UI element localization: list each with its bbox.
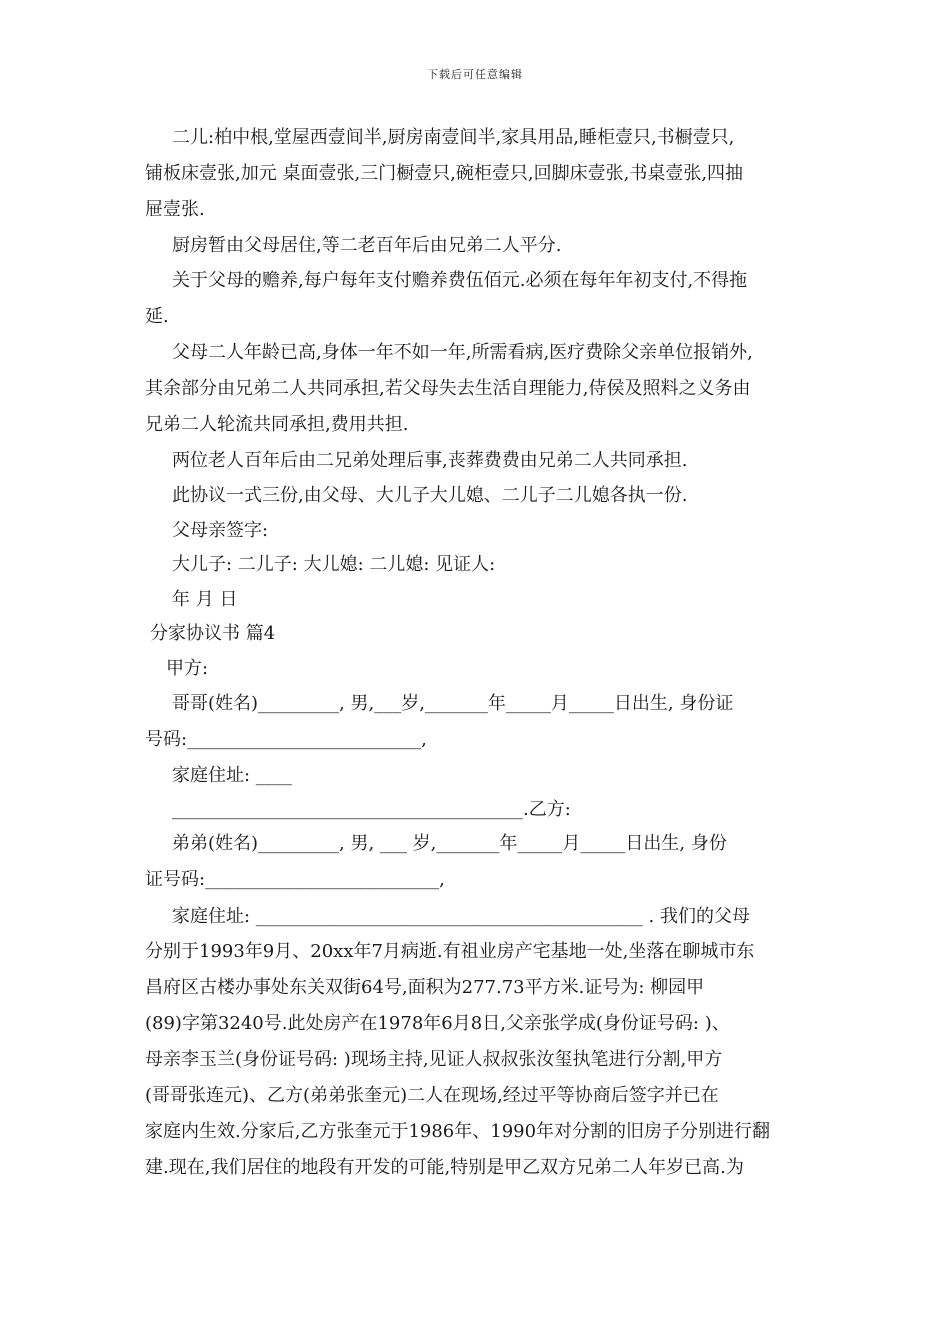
body-line: 此协议一式三份,由父母、大儿子大儿媳、二儿子二儿媳各执一份.: [172, 485, 688, 506]
body-line: (89)字第3240号.此处房产在1978年6月8日,父亲张学成(身份证号码: )、: [145, 1013, 730, 1034]
party-a-id: 号码:__________________________,: [145, 729, 427, 750]
body-line: 建.现在,我们居住的地段有开发的可能,特别是甲乙双方兄弟二人年岁已高.为: [145, 1157, 744, 1178]
body-line: 母亲李玉兰(身份证号码: )现场主持,见证人叔叔张汝玺执笔进行分割,甲方: [145, 1049, 723, 1070]
body-line: 厨房暂由父母居住,等二老百年后由兄弟二人平分.: [172, 235, 562, 256]
body-line: (哥哥张连元)、乙方(弟弟张奎元)二人在现场,经过平等协商后签字并已在: [145, 1085, 719, 1106]
body-line: 昌府区古楼办事处东关双街64号,面积为277.73平方米.证号为: 柳园甲: [145, 977, 705, 998]
body-line: 关于父母的赡养,每户每年支付赡养费伍佰元.必须在每年年初支付,不得拖: [172, 270, 748, 291]
party-b-name: 弟弟(姓名)_________, 男, ___ 岁,_______年_____月_____日出生, 身份: [172, 833, 727, 854]
party-b-id: 证号码:__________________________,: [145, 869, 445, 890]
party-b-address: 家庭住址: ___________________________________________ . 我们的父母: [172, 906, 750, 927]
signature-parents: 父母亲签字:: [172, 520, 269, 541]
party-a-label: 甲方:: [166, 658, 209, 679]
body-line: 父母二人年龄已高,身体一年不如一年,所需看病,医疗费除父亲单位报销外,: [172, 342, 753, 363]
section-title: 分家协议书 篇4: [150, 623, 276, 644]
party-a-address: 家庭住址: ____: [172, 765, 292, 786]
body-line: 延.: [145, 306, 169, 327]
body-line: 铺板床壹张,加元 桌面壹张,三门橱壹只,碗柜壹只,回脚床壹张,书桌壹张,四抽: [145, 163, 744, 184]
body-line: 两位老人百年后由二兄弟处理后事,丧葬费费由兄弟二人共同承担.: [172, 450, 688, 471]
party-a-address-cont: _______________________________________.乙方:: [172, 799, 571, 820]
body-line: 二儿:柏中根,堂屋西壹间半,厨房南壹间半,家具用品,睡柜壹只,书橱壹只,: [172, 127, 735, 148]
body-line: 分别于1993年9月、20xx年7月病逝.有祖业房产宅基地一处,坐落在聊城市东: [145, 941, 755, 962]
signature-date: 年 月 日: [172, 589, 238, 610]
party-a-name: 哥哥(姓名)_________, 男,___岁,_______年_____月_____日出生, 身份证: [172, 693, 734, 714]
signature-children: 大儿子: 二儿子: 大儿媳: 二儿媳: 见证人:: [172, 554, 496, 575]
body-line: 兄弟二人轮流共同承担,费用共担.: [145, 414, 409, 435]
body-line: 其余部分由兄弟二人共同承担,若父母失去生活自理能力,侍侯及照料之义务由: [145, 378, 751, 399]
page-header: 下载后可任意编辑: [427, 68, 523, 81]
body-line: 家庭内生效.分家后,乙方张奎元于1986年、1990年对分割的旧房子分别进行翻: [145, 1121, 771, 1142]
body-line: 屉壹张.: [145, 199, 205, 220]
